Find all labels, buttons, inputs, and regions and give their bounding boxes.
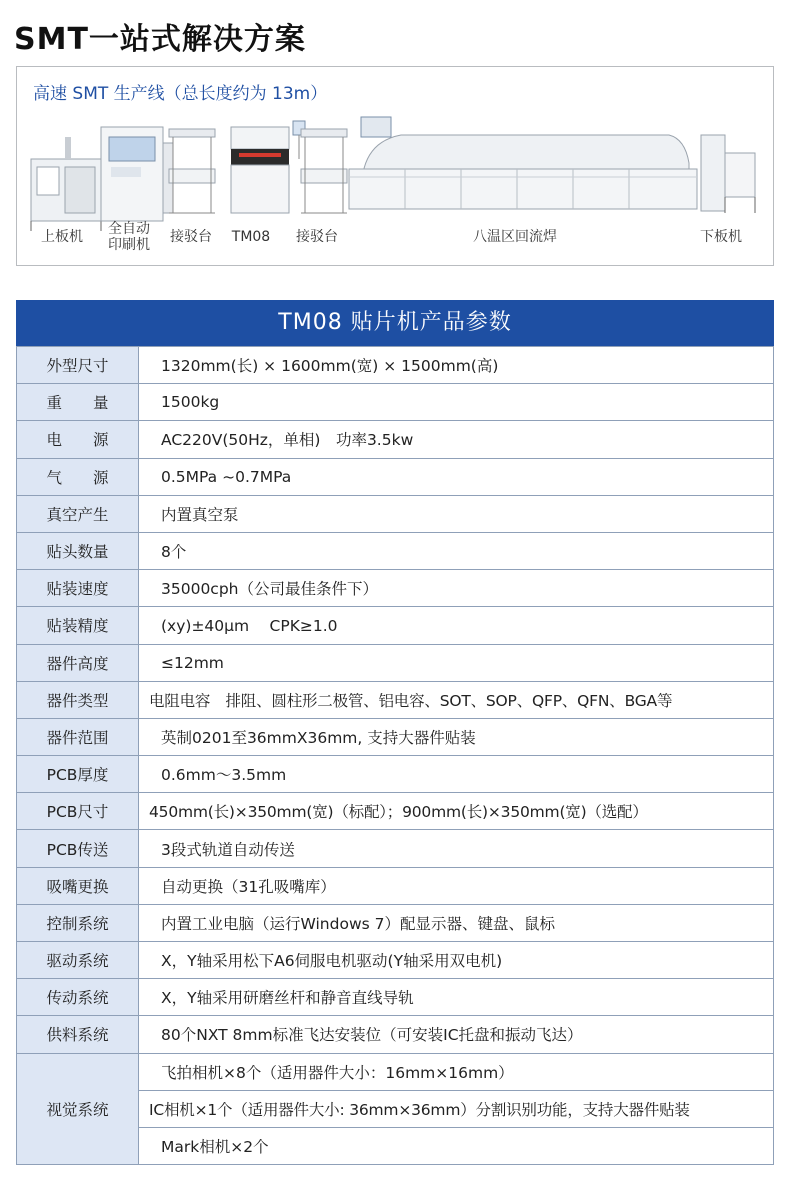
spec-row — [17, 384, 774, 421]
spec-key: 电 源 — [17, 421, 139, 458]
spec-key: 器件高度 — [17, 644, 139, 681]
spec-value: 电阻电容 排阻、圆柱形二极管、铝电容、SOT、SOP、QFP、QFN、BGA等 — [139, 681, 774, 718]
spec-value: X，Y轴采用松下A6伺服电机驱动(Y轴采用双电机) — [139, 942, 774, 979]
spec-row — [17, 495, 774, 532]
production-line-title: 高速 SMT 生产线（总长度约为 13m） — [33, 84, 328, 104]
spec-key: 吸嘴更换 — [17, 867, 139, 904]
spec-key: 真空产生 — [17, 495, 139, 532]
reflow-oven-image — [349, 117, 697, 209]
label-reflow-oven: 八温区回流焊 — [473, 229, 557, 245]
spec-table-panel — [16, 300, 774, 1165]
label-conveyor-1: 接驳台 — [170, 229, 212, 245]
spec-key: 贴头数量 — [17, 532, 139, 569]
spec-row-vision — [17, 1053, 774, 1090]
spec-key: PCB尺寸 — [17, 793, 139, 830]
spec-key: 贴装速度 — [17, 570, 139, 607]
spec-value: 0.6mm～3.5mm — [139, 756, 774, 793]
spec-key: 供料系统 — [17, 1016, 139, 1053]
spec-table — [16, 346, 774, 1165]
spec-value: 内置工业电脑（运行Windows 7）配显示器、键盘、鼠标 — [139, 904, 774, 941]
spec-row — [17, 867, 774, 904]
spec-key: 重 量 — [17, 384, 139, 421]
spec-key: 传动系统 — [17, 979, 139, 1016]
spec-value: 3段式轨道自动传送 — [139, 830, 774, 867]
spec-value: (xy)±40μm CPK≥1.0 — [139, 607, 774, 644]
label-unloader: 下板机 — [700, 229, 742, 245]
spec-row — [17, 644, 774, 681]
spec-key: 外型尺寸 — [17, 347, 139, 384]
label-printer: 全自动 印刷机 — [108, 221, 150, 253]
spec-row — [17, 942, 774, 979]
spec-value: X，Y轴采用研磨丝杆和静音直线导轨 — [139, 979, 774, 1016]
spec-key: 驱动系统 — [17, 942, 139, 979]
conveyor-2-image — [301, 129, 347, 213]
spec-value: 8个 — [139, 532, 774, 569]
spec-row — [17, 830, 774, 867]
spec-row — [17, 1016, 774, 1053]
spec-row — [17, 904, 774, 941]
label-tm08: TM08 — [231, 229, 271, 245]
loader-machine-image — [31, 137, 101, 231]
spec-value: 内置真空泵 — [139, 495, 774, 532]
spec-row — [17, 607, 774, 644]
spec-value: 80个NXT 8mm标准飞达安装位（可安装IC托盘和振动飞达） — [139, 1016, 774, 1053]
spec-row — [17, 681, 774, 718]
spec-key: 气 源 — [17, 458, 139, 495]
spec-row — [17, 347, 774, 384]
spec-value: 英制0201至36mmX36mm, 支持大器件贴装 — [139, 718, 774, 755]
spec-row — [17, 793, 774, 830]
page-title: SMT一站式解决方案 — [14, 22, 306, 57]
spec-row — [17, 458, 774, 495]
spec-row — [17, 979, 774, 1016]
label-loader: 上板机 — [41, 229, 83, 245]
spec-row — [17, 532, 774, 569]
spec-value: 0.5MPa ~0.7MPa — [139, 458, 774, 495]
spec-value: 450mm(长)×350mm(宽)（标配）；900mm(长)×350mm(宽)（选配） — [139, 793, 774, 830]
printer-machine-image — [101, 127, 173, 221]
conveyor-1-image — [169, 129, 215, 213]
spec-key: 贴装精度 — [17, 607, 139, 644]
spec-value: AC220V(50Hz，单相) 功率3.5kw — [139, 421, 774, 458]
spec-value: 35000cph（公司最佳条件下） — [139, 570, 774, 607]
spec-value: 1500kg — [139, 384, 774, 421]
spec-table-title: TM08 贴片机产品参数 — [16, 300, 774, 346]
spec-key: PCB厚度 — [17, 756, 139, 793]
spec-key: PCB传送 — [17, 830, 139, 867]
spec-key-vision: 视觉系统 — [17, 1053, 139, 1165]
spec-key: 器件范围 — [17, 718, 139, 755]
spec-value-vision: 飞拍相机×8个（适用器件大小：16mm×16mm） — [139, 1053, 774, 1090]
spec-row — [17, 718, 774, 755]
production-line-panel — [16, 66, 774, 266]
label-conveyor-2: 接驳台 — [296, 229, 338, 245]
tm08-machine-image — [231, 121, 305, 213]
spec-value: ≤12mm — [139, 644, 774, 681]
spec-key: 器件类型 — [17, 681, 139, 718]
spec-row — [17, 570, 774, 607]
spec-key: 控制系统 — [17, 904, 139, 941]
spec-value-vision: IC相机×1个（适用器件大小: 36mm×36mm）分割识别功能，支持大器件贴装 — [139, 1090, 774, 1127]
spec-row — [17, 421, 774, 458]
spec-value-vision: Mark相机×2个 — [139, 1127, 774, 1164]
unloader-machine-image — [701, 135, 755, 213]
spec-value: 自动更换（31孔吸嘴库） — [139, 867, 774, 904]
spec-value: 1320mm(长) × 1600mm(宽) × 1500mm(高) — [139, 347, 774, 384]
spec-row — [17, 756, 774, 793]
